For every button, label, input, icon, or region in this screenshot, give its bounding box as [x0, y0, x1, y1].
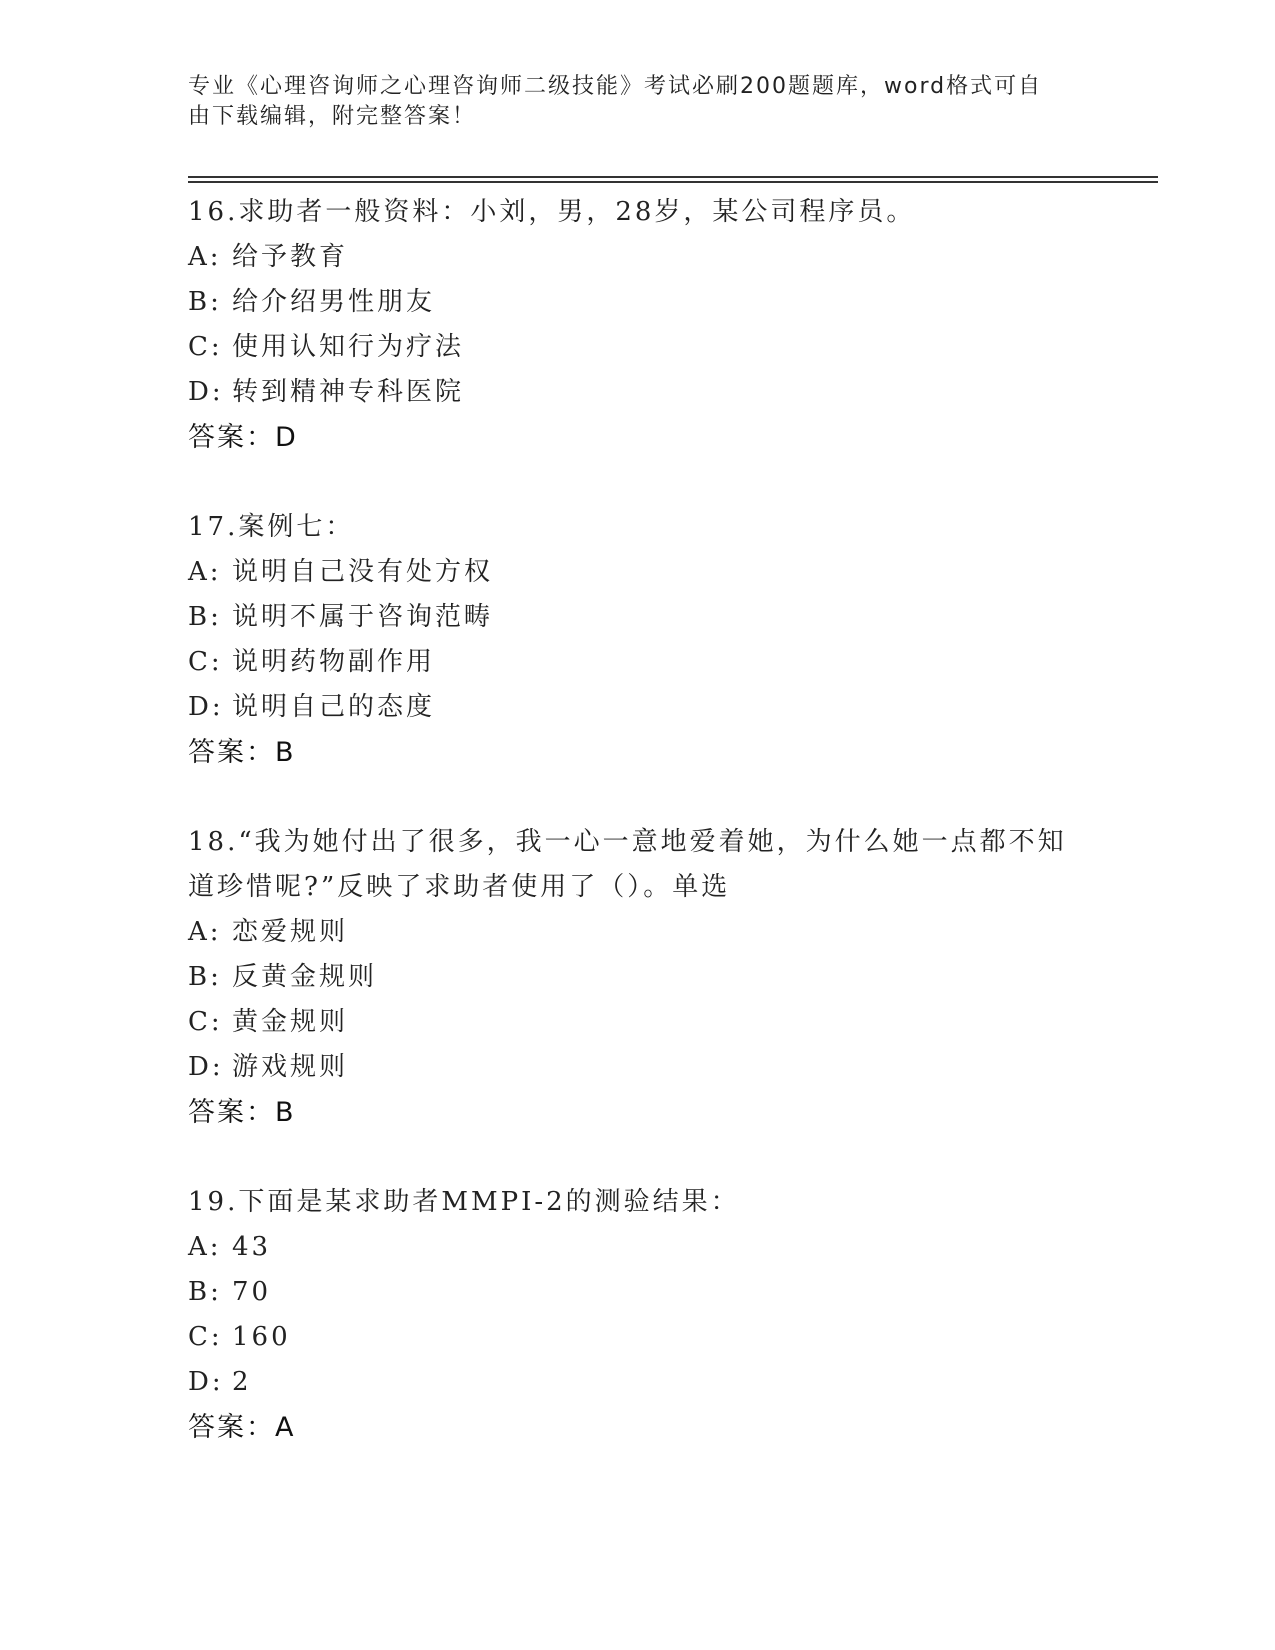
- option-a: [188, 1225, 1148, 1270]
- header-intro-line-2: 由下载编辑，附完整答案！: [188, 104, 477, 129]
- question-16: [188, 190, 1148, 461]
- question-stem: 19.下面是某求助者MMPI-2的测验结果：: [188, 1187, 740, 1217]
- option-letter: B:: [188, 602, 222, 632]
- answer-line: 答案：B: [188, 1097, 296, 1128]
- option-text: 2: [232, 1367, 252, 1397]
- option-letter: D:: [188, 377, 224, 407]
- question-stem: 18.“我为她付出了很多，我一心一意地爱着她，为什么她一点都不知道珍惜呢?”反映了求助者使用了（）。单选: [188, 827, 1067, 902]
- option-c: [188, 640, 1148, 685]
- option-letter: B:: [188, 1277, 222, 1307]
- option-text: 转到精神专科医院: [232, 377, 465, 407]
- option-a: [188, 235, 1148, 280]
- option-b: [188, 280, 1148, 325]
- option-b: [188, 955, 1148, 1000]
- question-17: [188, 505, 1148, 776]
- question-stem: 16.求助者一般资料：小刘，男，28岁，某公司程序员。: [188, 197, 916, 227]
- answer-line: 答案：D: [188, 422, 298, 453]
- answer-line: 答案：B: [188, 737, 296, 768]
- answer-line: 答案：A: [188, 1412, 296, 1443]
- option-letter: C:: [188, 332, 223, 362]
- option-d: [188, 685, 1148, 730]
- option-letter: A:: [188, 242, 222, 272]
- option-text: 给予教育: [232, 242, 349, 272]
- option-b: [188, 1270, 1148, 1315]
- option-text: 160: [232, 1322, 291, 1352]
- option-a: [188, 550, 1148, 595]
- option-a: [188, 910, 1148, 955]
- question-18: [188, 820, 1148, 1136]
- question-stem: 17.案例七：: [188, 512, 355, 542]
- option-letter: C:: [188, 1322, 223, 1352]
- option-text: 43: [232, 1232, 272, 1262]
- header-intro-line-1: 专业《心理咨询师之心理咨询师二级技能》考试必刷200题题库，word格式可自: [188, 74, 1043, 99]
- option-letter: A:: [188, 557, 222, 587]
- option-d: [188, 1045, 1148, 1090]
- option-d: [188, 370, 1148, 415]
- option-d: [188, 1360, 1148, 1405]
- option-letter: A:: [188, 917, 222, 947]
- option-c: [188, 325, 1148, 370]
- option-text: 使用认知行为疗法: [232, 332, 465, 362]
- option-c: [188, 1315, 1148, 1360]
- question-19: [188, 1180, 1148, 1451]
- option-letter: A:: [188, 1232, 222, 1262]
- option-text: 说明自己没有处方权: [232, 557, 494, 587]
- document-header: [188, 72, 1068, 132]
- option-text: 反黄金规则: [232, 962, 378, 992]
- option-b: [188, 595, 1148, 640]
- header-divider-top: [188, 176, 1158, 178]
- header-divider-bottom: [188, 181, 1158, 183]
- option-text: 说明自己的态度: [232, 692, 436, 722]
- option-letter: D:: [188, 1052, 224, 1082]
- option-letter: B:: [188, 962, 222, 992]
- option-letter: C:: [188, 1007, 223, 1037]
- option-text: 说明药物副作用: [232, 647, 436, 677]
- option-letter: D:: [188, 692, 224, 722]
- option-text: 游戏规则: [232, 1052, 349, 1082]
- question-list: [188, 190, 1148, 1495]
- option-letter: C:: [188, 647, 223, 677]
- option-c: [188, 1000, 1148, 1045]
- option-text: 70: [232, 1277, 272, 1307]
- option-letter: B:: [188, 287, 222, 317]
- option-letter: D:: [188, 1367, 224, 1397]
- option-text: 恋爱规则: [232, 917, 349, 947]
- option-text: 给介绍男性朋友: [232, 287, 436, 317]
- option-text: 说明不属于咨询范畴: [232, 602, 494, 632]
- option-text: 黄金规则: [232, 1007, 349, 1037]
